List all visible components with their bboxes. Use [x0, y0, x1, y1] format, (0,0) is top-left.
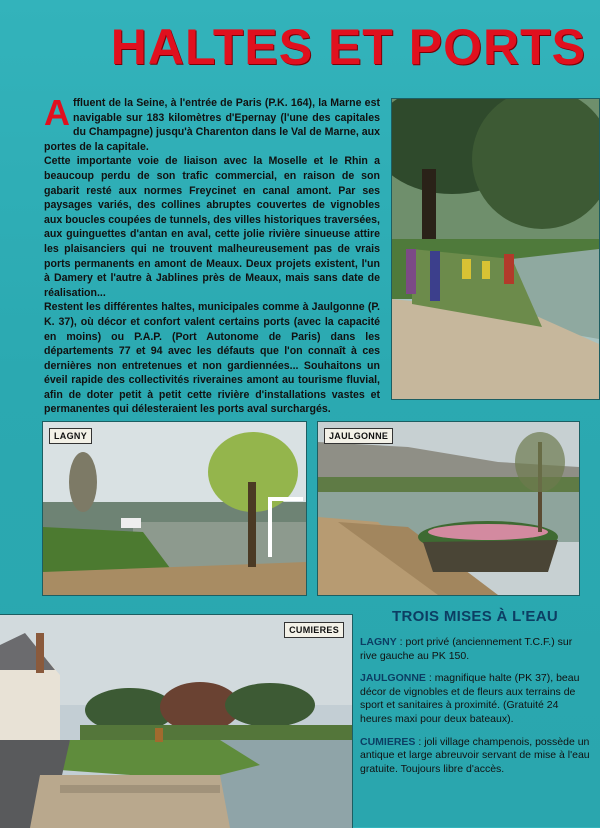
- boat-ramp-description: : port privé (anciennement T.C.F.) sur rive gauche au PK 150.: [360, 636, 573, 662]
- photo-riverbank-people: [391, 98, 600, 400]
- boat-ramp-item: [360, 736, 590, 777]
- boat-ramp-description: : magnifique halte (PK 37), beau décor de vignobles et de fleurs aux terrains de sport et sanitaires à proximité. (Gratuité 24 heures maxi pour deux bateaux).: [360, 672, 580, 725]
- boat-ramp-item: [360, 672, 590, 726]
- photo-lagny-image: [43, 422, 306, 595]
- boat-ramp-place: LAGNY: [360, 636, 397, 648]
- photo-jaulgonne-image: [318, 422, 579, 595]
- photo-caption-lagny: LAGNY: [49, 428, 92, 444]
- boat-ramp-place: CUMIERES: [360, 735, 416, 748]
- photo-caption-cumieres: CUMIERES: [284, 622, 344, 638]
- photo-caption-jaulgonne: JAULGONNE: [324, 428, 393, 444]
- intro-paragraph: [44, 92, 380, 154]
- photo-cumieres: [0, 614, 353, 828]
- intro-paragraph-text: ffluent de la Seine, à l'entrée de Paris (P.K. 164), la Marne est navigable sur 183 kilomètres d'Epernay (l'une des capitales du Champagne) jusqu'à Charenton dans le Val de Marne, aux portes de la capitale.: [44, 97, 380, 153]
- photo-riverbank-people-image: [392, 99, 599, 399]
- boat-ramp-description: : joli village champenois, possède un antique et large abreuvoir servant de mise à l'eau gratuite. Toujours libre d'accès.: [360, 735, 590, 775]
- intro-article: [44, 92, 380, 417]
- boat-ramp-place: JAULGONNE: [360, 672, 426, 685]
- drop-cap: A: [44, 92, 70, 133]
- intro-paragraph: Restent les différentes haltes, municipales comme à Jaulgonne (P. K. 37), où décor et confort valent certains ports (avec la capacité en moins) ou P.A.P. (Port Autonome de Paris) dans les départements 77 et 94 avec les défauts que l'on connaît à ces dernières non entretenues et non gardiennées... Souhaitons un éveil rapide des collectivités riveraines amont au tourisme fluvial, afin de doter petit à petit cette rivière d'installations vastes et permanentes qui délesteraient les ports aval surchargés.: [44, 301, 380, 416]
- intro-paragraph: Cette importante voie de liaison avec la Moselle et le Rhin a beaucoup perdu de son trafic commercial, en raison de son gabarit resté aux normes Freycinet en canal amont. Par ses paysages variés, des collines abruptes couvertes de vignobles aux boucles coupées de tunnels, des villes historiques traversées, aux guinguettes d'antan en aval, cette jolie rivière sinueuse attire les plaisanciers qui ne trouvent malheureusement pas de vrais ports permanents en amont de Meaux. Deux projets existent, l'un à Damery et l'autre à Jablines près de Meaux, mais sans date de réalisation...: [44, 155, 380, 299]
- boat-ramp-item: [360, 636, 590, 663]
- page-title: HALTES ET PORTS: [110, 19, 586, 75]
- boat-ramps-title: TROIS MISES À L'EAU: [392, 608, 558, 625]
- boat-ramps-list: [360, 636, 590, 785]
- photo-lagny: [42, 421, 307, 596]
- photo-jaulgonne: [317, 421, 580, 596]
- photo-cumieres-image: [0, 615, 352, 828]
